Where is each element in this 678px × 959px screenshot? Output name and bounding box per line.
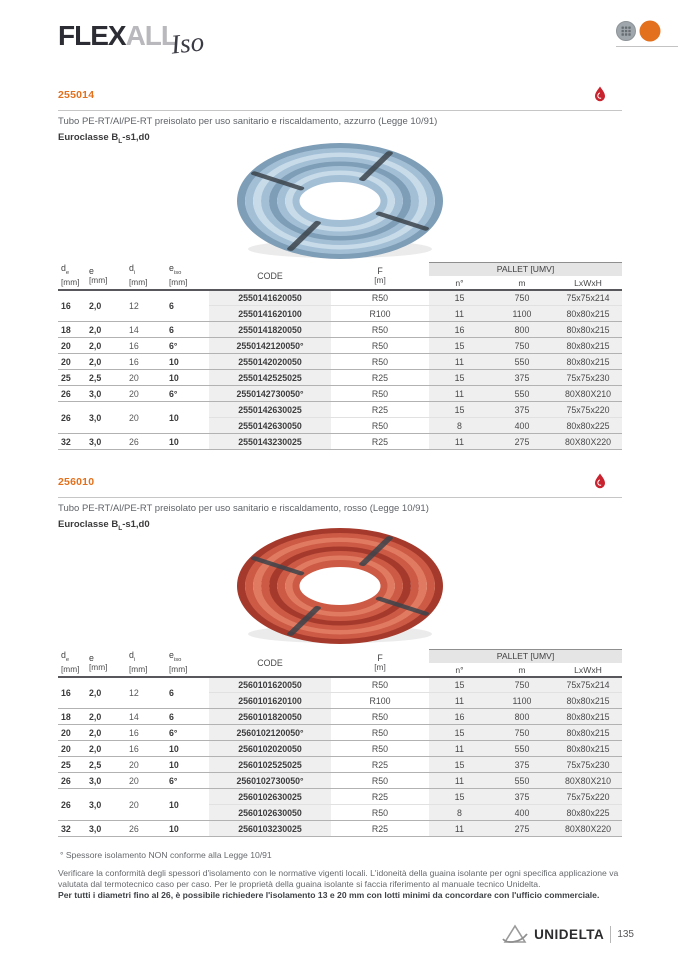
col-header-lwh: LxWxH (554, 277, 622, 290)
cell-di: 14 (126, 322, 166, 338)
cell-e: 2,0 (86, 354, 126, 370)
cell-eiso: 10 (166, 821, 209, 837)
cell-lwh: 75x75x214 (554, 677, 622, 693)
cell-di: 16 (126, 354, 166, 370)
cell-de: 20 (58, 741, 86, 757)
cell-de: 16 (58, 677, 86, 709)
cell-n: 11 (429, 741, 490, 757)
cell-e: 2,0 (86, 290, 126, 322)
cell-de: 20 (58, 354, 86, 370)
cell-code: 2560102525025 (209, 757, 331, 773)
cell-eiso: 6 (166, 322, 209, 338)
cell-e: 3,0 (86, 434, 126, 450)
flexall-logo (58, 20, 204, 59)
section-rule (58, 497, 622, 498)
cell-e: 3,0 (86, 386, 126, 402)
orange-dot-icon (640, 21, 661, 42)
table-row (58, 370, 622, 386)
cell-n: 16 (429, 322, 490, 338)
cell-di: 26 (126, 821, 166, 837)
table-row (58, 386, 622, 402)
cell-f: R50 (331, 741, 429, 757)
cell-lwh: 80x80x225 (554, 805, 622, 821)
cell-e: 2,0 (86, 322, 126, 338)
cell-code: 2560102120050° (209, 725, 331, 741)
cell-m: 275 (490, 434, 554, 450)
cell-f: R25 (331, 370, 429, 386)
cell-code: 2560103230025 (209, 821, 331, 837)
cell-code: 2550141820050 (209, 322, 331, 338)
flame-icon (594, 473, 606, 494)
section-255014 (58, 89, 622, 461)
cell-lwh: 80x80x215 (554, 725, 622, 741)
cell-lwh: 80X80X210 (554, 386, 622, 402)
cell-eiso: 6 (166, 709, 209, 725)
cell-n: 16 (429, 709, 490, 725)
corner-circles-icon (602, 19, 670, 49)
cell-f: R25 (331, 434, 429, 450)
cell-di: 16 (126, 725, 166, 741)
cell-code: 2550142020050 (209, 354, 331, 370)
cell-de: 26 (58, 402, 86, 434)
cell-di: 16 (126, 338, 166, 354)
col-header-pallet: PALLET [UMV] (429, 263, 622, 277)
cell-eiso: 10 (166, 757, 209, 773)
cell-lwh: 80x80x215 (554, 709, 622, 725)
col-header-e: e [mm] (86, 650, 126, 677)
page-footer (502, 923, 634, 945)
cell-n: 15 (429, 370, 490, 386)
spec-table-255014 (58, 262, 622, 450)
cell-di: 16 (126, 741, 166, 757)
pipe-coil-image (228, 143, 452, 265)
cell-f: R50 (331, 725, 429, 741)
cell-de: 16 (58, 290, 86, 322)
cell-code: 2550142630050 (209, 418, 331, 434)
cell-lwh: 80x80x215 (554, 322, 622, 338)
corner-divider-line (616, 46, 678, 47)
cell-e: 2,0 (86, 338, 126, 354)
cell-m: 375 (490, 370, 554, 386)
cell-m: 800 (490, 322, 554, 338)
pipe-coil-photo (228, 143, 452, 270)
col-header-di: $d_i$ [mm] (126, 650, 166, 677)
cell-n: 15 (429, 290, 490, 306)
col-header-n: n° (429, 277, 490, 290)
cell-code: 2550142730050° (209, 386, 331, 402)
spec-table-256010 (58, 649, 622, 837)
note-text-bold: Per tutti i diametri fino al 26, è possibile richiedere l'isolamento 13 e 20 mm con lotti minimi da concordare con l'ufficio commerciale. (58, 890, 600, 900)
cell-n: 15 (429, 757, 490, 773)
cell-de: 26 (58, 386, 86, 402)
cell-f: R25 (331, 789, 429, 805)
cell-m: 550 (490, 773, 554, 789)
cell-f: R25 (331, 821, 429, 837)
table-row (58, 725, 622, 741)
cell-m: 750 (490, 677, 554, 693)
col-header-m: m (490, 277, 554, 290)
cell-n: 15 (429, 677, 490, 693)
table-row (58, 402, 622, 418)
cell-di: 12 (126, 290, 166, 322)
cell-lwh: 80x80x215 (554, 354, 622, 370)
col-header-eiso: $e_{iso}$ [mm] (166, 650, 209, 677)
cell-n: 8 (429, 805, 490, 821)
cell-e: 2,0 (86, 709, 126, 725)
cell-lwh: 80X80X220 (554, 821, 622, 837)
cell-eiso: 6° (166, 386, 209, 402)
cell-code: 2560101820050 (209, 709, 331, 725)
cell-f: R50 (331, 805, 429, 821)
cell-n: 8 (429, 418, 490, 434)
cell-n: 15 (429, 402, 490, 418)
table-row (58, 434, 622, 450)
col-header-m: m (490, 664, 554, 677)
cell-di: 20 (126, 386, 166, 402)
table-row (58, 354, 622, 370)
cell-code: 2560102630050 (209, 805, 331, 821)
product-description: Tubo PE-RT/Al/PE-RT preisolato per uso sanitario e riscaldamento, rosso (Legge 10/91) (58, 503, 429, 514)
col-header-de: $d_e$ [mm] (58, 263, 86, 290)
cell-f: R50 (331, 773, 429, 789)
cell-lwh: 75x75x220 (554, 402, 622, 418)
cell-f: R50 (331, 354, 429, 370)
cell-de: 20 (58, 725, 86, 741)
cell-m: 275 (490, 821, 554, 837)
cell-f: R50 (331, 386, 429, 402)
cell-f: R50 (331, 338, 429, 354)
unidelta-logo-icon (502, 923, 528, 945)
cell-e: 2,5 (86, 370, 126, 386)
cell-eiso: 10 (166, 354, 209, 370)
cell-f: R100 (331, 306, 429, 322)
cell-f: R50 (331, 322, 429, 338)
cell-lwh: 80x80x215 (554, 306, 622, 322)
cell-de: 25 (58, 757, 86, 773)
euroclasse-label: Euroclasse $B_L-s1,d0$ (58, 519, 150, 532)
cell-di: 20 (126, 402, 166, 434)
unidelta-wordmark: UNIDELTA (534, 926, 605, 942)
product-code: 255014 (58, 89, 95, 101)
cell-code: 2550142525025 (209, 370, 331, 386)
cell-n: 11 (429, 773, 490, 789)
cell-eiso: 10 (166, 370, 209, 386)
col-header-di: $d_i$ [mm] (126, 263, 166, 290)
pipe-coil-photo (228, 528, 452, 655)
cell-di: 20 (126, 773, 166, 789)
flame-icon (594, 86, 606, 107)
product-description: Tubo PE-RT/Al/PE-RT preisolato per uso sanitario e riscaldamento, azzurro (Legge 10/91) (58, 116, 438, 127)
pipe-coil-image (228, 528, 452, 650)
cell-m: 400 (490, 418, 554, 434)
cell-f: R50 (331, 290, 429, 306)
cell-e: 2,0 (86, 725, 126, 741)
cell-f: R50 (331, 418, 429, 434)
cell-f: R25 (331, 757, 429, 773)
table-row (58, 773, 622, 789)
cell-di: 26 (126, 434, 166, 450)
cell-code: 2560102630025 (209, 789, 331, 805)
logo-flex: FLEX (58, 20, 126, 51)
cell-de: 32 (58, 434, 86, 450)
cell-m: 400 (490, 805, 554, 821)
section-256010 (58, 476, 622, 848)
cell-eiso: 6° (166, 773, 209, 789)
cell-e: 2,5 (86, 757, 126, 773)
footer-divider (610, 926, 611, 943)
cell-e: 3,0 (86, 789, 126, 821)
cell-lwh: 80X80X220 (554, 434, 622, 450)
cell-lwh: 75x75x220 (554, 789, 622, 805)
cell-de: 18 (58, 709, 86, 725)
col-header-eiso: $e_{iso}$ [mm] (166, 263, 209, 290)
cell-n: 11 (429, 693, 490, 709)
cell-code: 2550143230025 (209, 434, 331, 450)
table-row (58, 290, 622, 306)
table-footnote: ° Spessore isolamento NON conforme alla Legge 10/91 (60, 850, 272, 860)
cell-di: 12 (126, 677, 166, 709)
cell-lwh: 75x75x230 (554, 370, 622, 386)
cell-de: 26 (58, 789, 86, 821)
cell-f: R100 (331, 693, 429, 709)
cell-de: 26 (58, 773, 86, 789)
cell-e: 3,0 (86, 821, 126, 837)
notes-paragraph (58, 868, 624, 901)
cell-m: 375 (490, 757, 554, 773)
cell-m: 550 (490, 386, 554, 402)
cell-eiso: 6 (166, 677, 209, 709)
col-header-code: CODE (209, 650, 331, 677)
cell-eiso: 6° (166, 725, 209, 741)
cell-m: 375 (490, 789, 554, 805)
cell-lwh: 80x80x225 (554, 418, 622, 434)
cell-de: 32 (58, 821, 86, 837)
cell-eiso: 10 (166, 434, 209, 450)
col-header-f: F [m] (331, 650, 429, 677)
cell-m: 800 (490, 709, 554, 725)
cell-code: 2550141620100 (209, 306, 331, 322)
cell-eiso: 6 (166, 290, 209, 322)
col-header-n: n° (429, 664, 490, 677)
page-corner-marks (602, 19, 670, 49)
cell-di: 14 (126, 709, 166, 725)
cell-e: 2,0 (86, 677, 126, 709)
cell-m: 1100 (490, 693, 554, 709)
logo-all: ALL (125, 20, 177, 51)
cell-n: 11 (429, 306, 490, 322)
cell-code: 2550142120050° (209, 338, 331, 354)
cell-n: 11 (429, 386, 490, 402)
cell-code: 2560101620050 (209, 677, 331, 693)
cell-eiso: 10 (166, 789, 209, 821)
cell-de: 20 (58, 338, 86, 354)
cell-f: R50 (331, 709, 429, 725)
cell-m: 750 (490, 290, 554, 306)
cell-di: 20 (126, 757, 166, 773)
cell-m: 1100 (490, 306, 554, 322)
cell-e: 3,0 (86, 773, 126, 789)
col-header-code: CODE (209, 263, 331, 290)
cell-n: 11 (429, 354, 490, 370)
cell-n: 11 (429, 821, 490, 837)
cell-eiso: 6° (166, 338, 209, 354)
euroclasse-label: Euroclasse $B_L-s1,d0$ (58, 132, 150, 145)
cell-de: 25 (58, 370, 86, 386)
table-row (58, 338, 622, 354)
cell-di: 20 (126, 370, 166, 386)
cell-n: 15 (429, 725, 490, 741)
cell-lwh: 80x80x215 (554, 338, 622, 354)
cell-m: 375 (490, 402, 554, 418)
cell-f: R50 (331, 677, 429, 693)
cell-code: 2560102730050° (209, 773, 331, 789)
section-rule (58, 110, 622, 111)
product-code: 256010 (58, 476, 95, 488)
table-row (58, 789, 622, 805)
cell-m: 750 (490, 338, 554, 354)
cell-e: 3,0 (86, 402, 126, 434)
table-row (58, 741, 622, 757)
cell-eiso: 10 (166, 741, 209, 757)
page-number: 135 (617, 928, 634, 940)
cell-n: 15 (429, 789, 490, 805)
cell-lwh: 75x75x230 (554, 757, 622, 773)
cell-di: 20 (126, 789, 166, 821)
table-row (58, 709, 622, 725)
cell-lwh: 75x75x214 (554, 290, 622, 306)
note-text: Verificare la conformità degli spessori d'isolamento con le normative vigenti locali. L'idoneità della guaina isolante per ogni specifica applicazione va valutata dal termotecnico caso per caso. Per le proprietà della guaina isolante si faccia riferimento al manuale tecnico Unidelta. (58, 868, 619, 889)
table-row (58, 322, 622, 338)
col-header-de: $d_e$ [mm] (58, 650, 86, 677)
cell-code: 2560101620100 (209, 693, 331, 709)
cell-e: 2,0 (86, 741, 126, 757)
col-header-f: F [m] (331, 263, 429, 290)
table-row (58, 757, 622, 773)
cell-eiso: 10 (166, 402, 209, 434)
cell-m: 750 (490, 725, 554, 741)
cell-n: 11 (429, 434, 490, 450)
cell-lwh: 80X80X210 (554, 773, 622, 789)
cell-code: 2550141620050 (209, 290, 331, 306)
table-row (58, 677, 622, 693)
col-header-e: e [mm] (86, 263, 126, 290)
table-row (58, 821, 622, 837)
cell-m: 550 (490, 354, 554, 370)
col-header-lwh: LxWxH (554, 664, 622, 677)
cell-m: 550 (490, 741, 554, 757)
cell-code: 2550142630025 (209, 402, 331, 418)
cell-lwh: 80x80x215 (554, 693, 622, 709)
cell-code: 2560102020050 (209, 741, 331, 757)
logo-iso: Iso (169, 26, 206, 60)
cell-de: 18 (58, 322, 86, 338)
cell-n: 15 (429, 338, 490, 354)
cell-f: R25 (331, 402, 429, 418)
cell-lwh: 80x80x215 (554, 741, 622, 757)
col-header-pallet: PALLET [UMV] (429, 650, 622, 664)
